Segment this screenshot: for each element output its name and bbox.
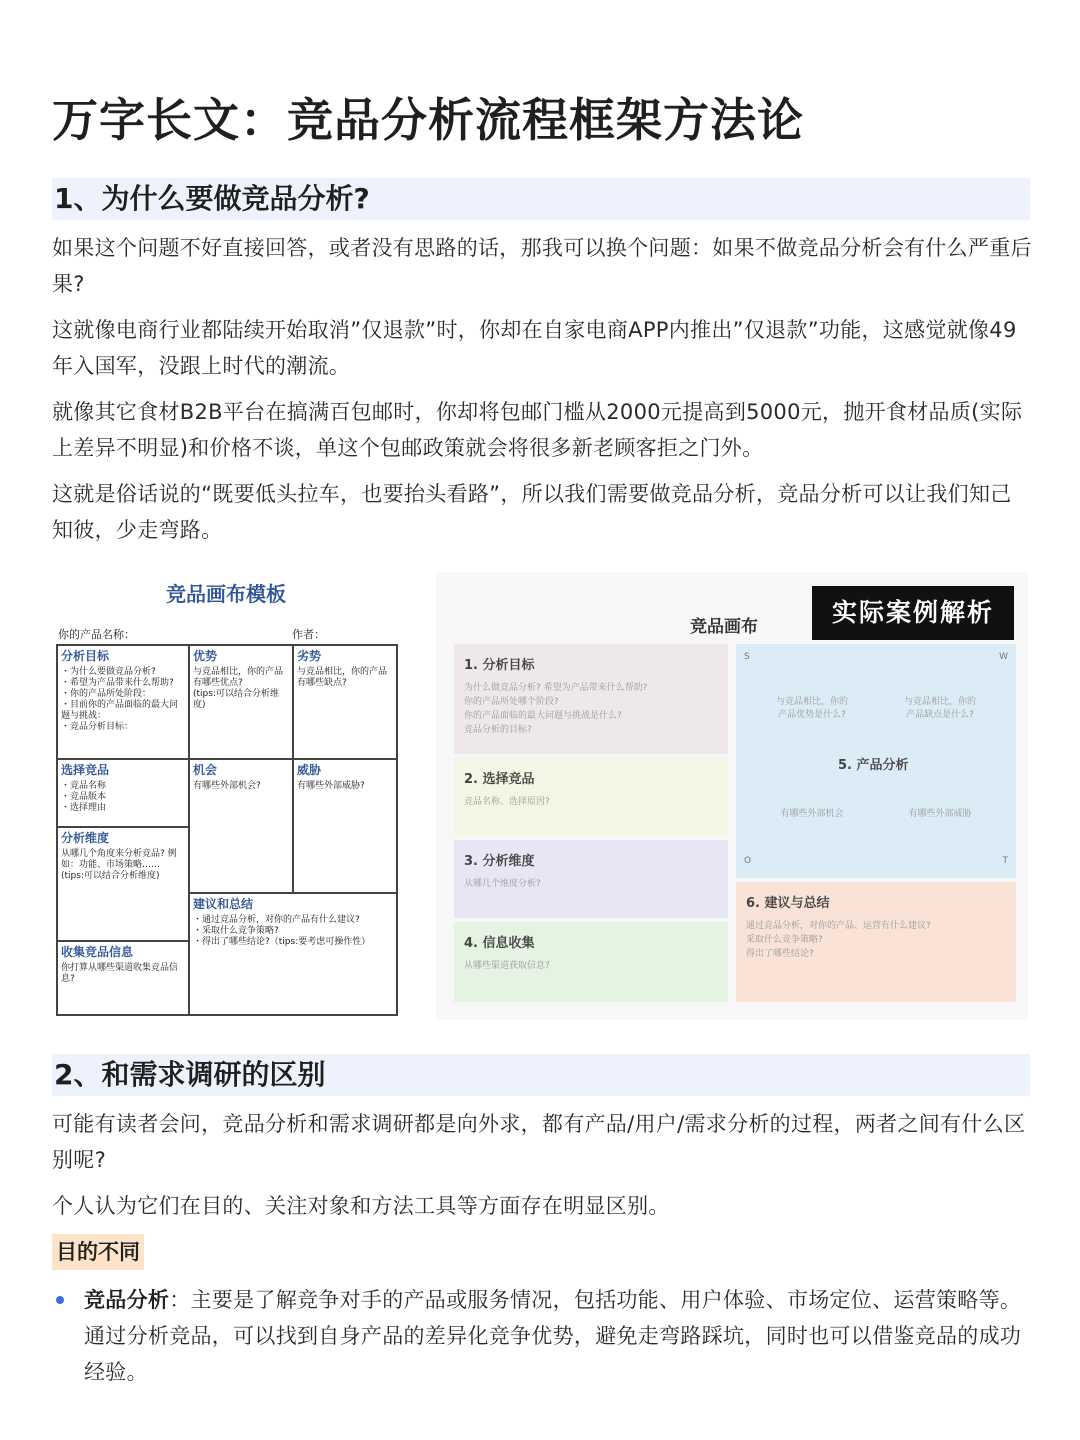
cell-body: ・为什么要做竞品分析? ・希望为产品带来什么帮助? ・你的产品所处阶段： ・目前你的产品面临的最大问题与挑战： ・竞品分析目标： (61, 667, 179, 732)
case-box-advice (736, 882, 1016, 1002)
cell-body: 有哪些外部机会? (193, 781, 261, 791)
template-cell-advice (189, 893, 397, 1015)
cell-body: ・通过竞品分析，对你的产品有什么建议? ・采取什么竞争策略? ・得出了哪些结论?（tips:要考虑可操作性） (193, 915, 371, 947)
cell-heading: 机会 (193, 763, 218, 777)
case-box-heading: 6. 建议与总结 (746, 896, 830, 911)
case-box-collect (454, 922, 728, 1002)
paragraph: 就像其它食材B2B平台在搞满百包邮时，你却将包邮门槛从2000元提高到5000元，抛开食材品质(实际上差异不明显)和价格不谈，单这个包邮政策就会将很多新老顾客拒之门外。 (52, 400, 1023, 460)
section-heading-difference: 2、和需求调研的区别 (52, 1054, 1030, 1096)
template-cell-collect (57, 941, 189, 1015)
section-heading-why: 1、为什么要做竞品分析? (52, 178, 1030, 220)
case-box-body: 通过竞品分析，对你的产品、运营有什么建议? 采取什么竞争策略? 得出了哪些结论? (746, 921, 931, 959)
cell-heading: 分析维度 (61, 831, 110, 845)
competitor-canvas-case-image (436, 572, 1028, 1020)
case-box-body: 从哪几个维度分析? (464, 879, 541, 889)
cell-body: 有哪些外部威胁? (297, 781, 365, 791)
cell-heading: 劣势 (297, 649, 322, 663)
swot-t-label: T (1002, 856, 1008, 866)
template-cell-opportunity (189, 759, 293, 893)
cell-body: 你打算从哪些渠道收集竞品信息? (61, 963, 179, 984)
cell-body: 与竞品相比，你的产品有哪些优点? (tips:可以结合分析维度) (193, 667, 284, 710)
template-cell-dimension (57, 827, 189, 941)
competitor-canvas-template-image (52, 572, 400, 1020)
swot-weakness-question: 与竞品相比，你的 产品缺点是什么? (903, 697, 976, 720)
bullet-dot-icon (56, 1296, 64, 1304)
swot-threat-question: 有哪些外部威胁 (908, 809, 972, 819)
cell-heading: 选择竞品 (61, 763, 110, 777)
bullet-text (84, 1282, 1032, 1390)
paragraph: 这就像电商行业都陆续开始取消”仅退款”时，你却在自家电商APP内推出”仅退款”功能，这感觉就像49年入国军，没跟上时代的潮流。 (52, 318, 1017, 378)
case-box-body: 为什么做竞品分析? 希望为产品带来什么帮助? 你的产品所处哪个阶段? 你的产品面临的最大问题与挑战是什么? 竞品分析的目标? (464, 683, 648, 735)
cell-heading: 优势 (193, 649, 218, 663)
paragraph: 个人认为它们在目的、关注对象和方法工具等方面存在明显区别。 (52, 1194, 670, 1218)
article-title: 万字长文：竞品分析流程框架方法论 (52, 93, 804, 147)
bullet-term: 竞品分析 (84, 1288, 170, 1312)
template-cell-strength (189, 645, 293, 759)
swot-s-label: S (744, 652, 750, 662)
paragraph: 可能有读者会问，竞品分析和需求调研都是向外求，都有产品/用户/需求分析的过程，两者之间有什么区别呢? (52, 1112, 1026, 1172)
product-analysis-heading: 5. 产品分析 (838, 758, 909, 773)
template-title: 竞品画布模板 (166, 582, 286, 606)
case-box-heading: 1. 分析目标 (464, 658, 535, 673)
bullet-description: ：主要是了解竞争对手的产品或服务情况，包括功能、用户体验、市场定位、运营策略等。通过分析竞品，可以找到自身产品的差异化竞争优势，避免走弯路踩坑，同时也可以借鉴竞品的成功经验。 (84, 1288, 1022, 1384)
case-box-dimension (454, 840, 728, 918)
case-box-goal (454, 644, 728, 754)
case-box-heading: 2. 选择竞品 (464, 772, 535, 787)
case-title: 竞品画布 (690, 617, 758, 637)
template-cell-select (57, 759, 189, 827)
cell-body: 与竞品相比，你的产品有哪些缺点? (297, 667, 388, 688)
swot-opportunity-question: 有哪些外部机会 (780, 809, 844, 819)
template-cell-goal (57, 645, 189, 759)
case-box-select (454, 758, 728, 836)
case-box-heading: 3. 分析维度 (464, 854, 535, 869)
swot-w-label: W (999, 652, 1008, 662)
template-product-name-label: 你的产品名称： (58, 628, 135, 641)
cell-heading: 威胁 (297, 763, 322, 777)
swot-strength-question: 与竞品相比，你的 产品优势是什么? (775, 697, 848, 720)
case-box-heading: 4. 信息收集 (464, 936, 535, 951)
template-grid (56, 644, 398, 1016)
cell-heading: 分析目标 (61, 649, 110, 663)
cell-heading: 建议和总结 (193, 897, 254, 911)
highlight-tag: 目的不同 (52, 1234, 144, 1270)
template-cell-weakness (293, 645, 397, 759)
case-box-product-analysis (736, 644, 1016, 878)
case-box-body: 竞品名称、选择原因? (464, 797, 550, 807)
case-box-body: 从哪些渠道获取信息? (464, 961, 550, 971)
template-cell-threat (293, 759, 397, 893)
swot-o-label: O (744, 856, 752, 866)
cell-body: ・竞品名称 ・竞品版本 ・选择理由 (61, 781, 107, 813)
template-author-label: 作者： (292, 628, 325, 641)
paragraph: 这就是俗话说的“既要低头拉车，也要抬头看路”，所以我们需要做竞品分析，竞品分析可以让我们知己知彼，少走弯路。 (52, 482, 1012, 542)
cell-heading: 收集竞品信息 (61, 945, 134, 959)
bullet-item (52, 1282, 1032, 1390)
case-banner: 实际案例解析 (812, 586, 1014, 640)
cell-body: 从哪几个角度来分析竞品? 例如：功能、市场策略…… (tips:可以结合分析维度) (61, 849, 177, 881)
paragraph: 如果这个问题不好直接回答，或者没有思路的话，那我可以换个问题：如果不做竞品分析会有什么严重后果? (52, 236, 1032, 296)
